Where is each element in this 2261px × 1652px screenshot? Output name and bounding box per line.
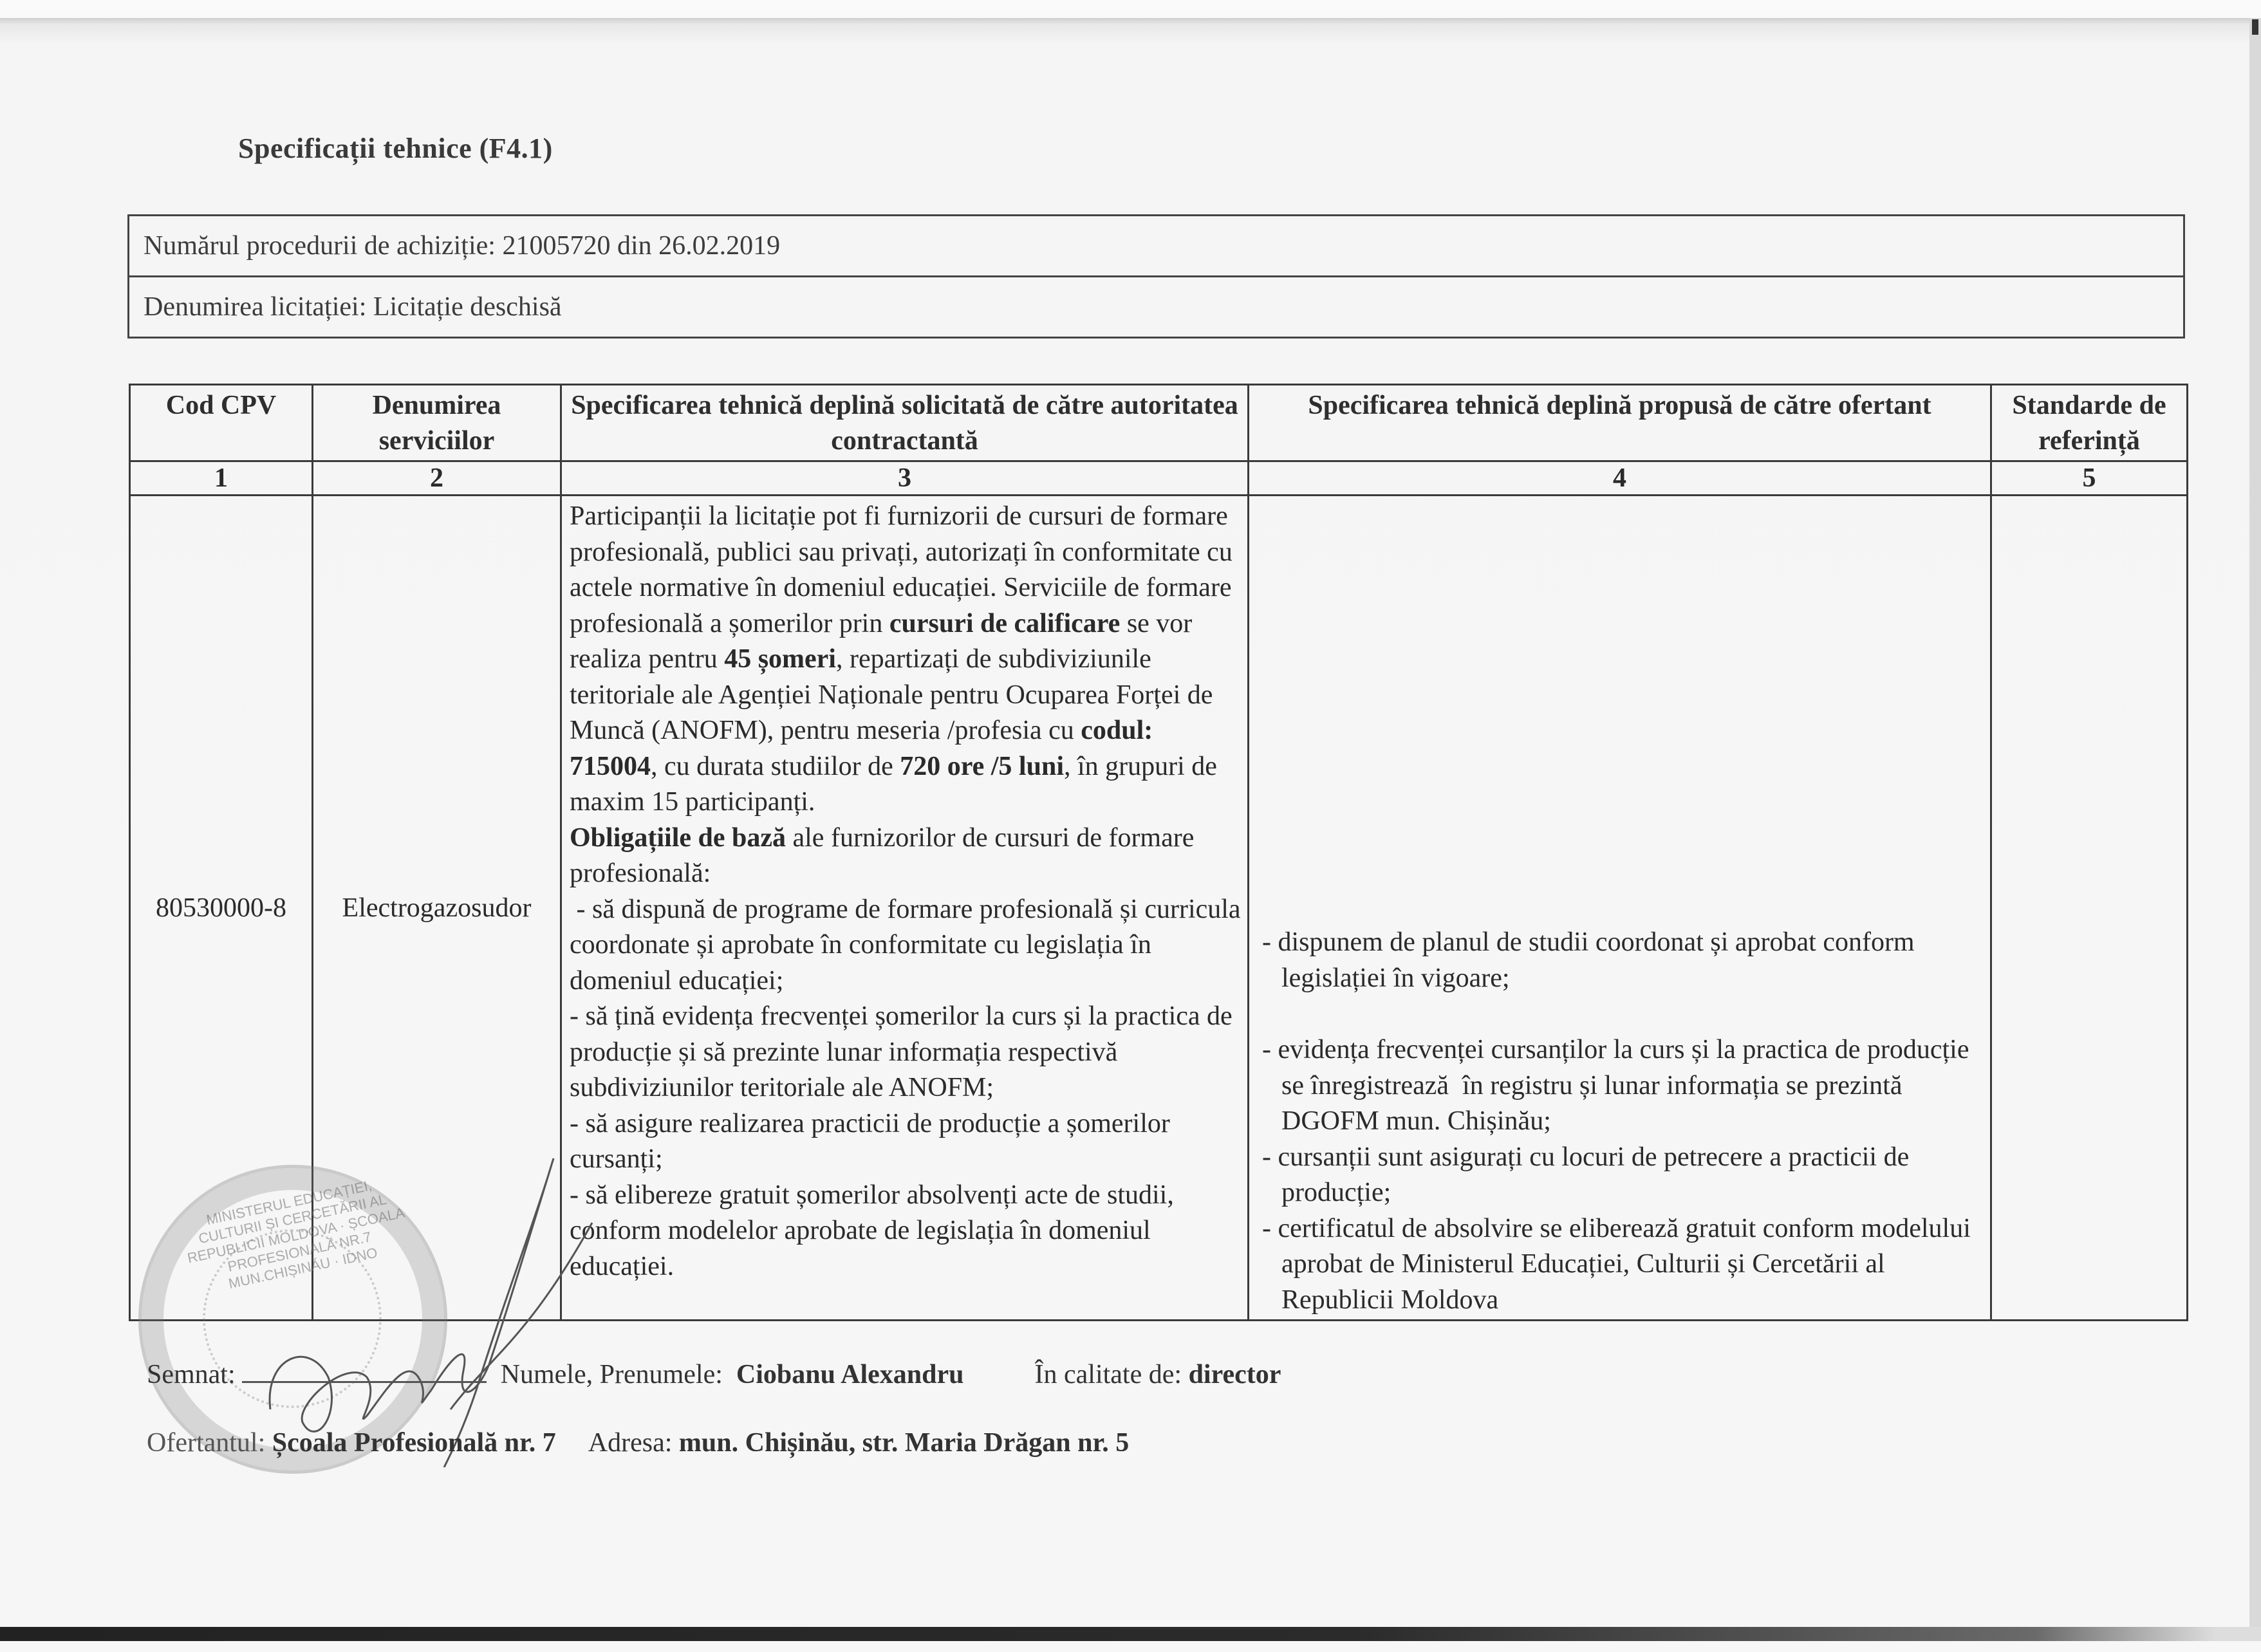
service-name-cell: Electrogazosudor <box>313 496 561 1321</box>
column-number: 2 <box>313 461 561 496</box>
table-row <box>130 496 2188 1321</box>
bidder-line <box>147 1427 1129 1458</box>
role-label: În calitate de: <box>1034 1360 1182 1389</box>
offered-spec-item: - cursanții sunt asigurați cu locuri de petrecere a practicii de producție; <box>1262 1142 1910 1207</box>
requested-spec-intro: Participanții la licitație pot fi furnizorii de cursuri de formare profesională, publici sau privați, autorizați în conformitate cu actele normative în domeniul educației. Serviciile de formare profesională a șomerilor prin cursuri de calificare se vor realiza pentru 45 șomeri, repartizați de subdiviziunile teritoriale ale Agenției Naționale pentru Ocuparea Forței de Muncă (ANOFM), pentru meseria /profesia cu codul: 715004, cu durata studiilor de 720 ore /5 luni, în grupuri de maxim 15 participanți. <box>570 501 1233 817</box>
role-value: director <box>1188 1360 1281 1389</box>
requested-spec-cell <box>561 496 1249 1321</box>
header-offered-spec: Specificarea tehnică deplină propusă de către ofertant <box>1249 385 1991 461</box>
column-number-row <box>130 461 2188 496</box>
bidder-label: Ofertantul: <box>147 1428 266 1458</box>
bidder-value: Școala Profesională nr. 7 <box>272 1428 556 1458</box>
address-value: mun. Chișinău, str. Maria Drăgan nr. 5 <box>678 1428 1130 1458</box>
obligation-item: - să dispună de programe de formare profesională și curricula coordonate și aprobate în conformitate cu legislația în domeniul educației; <box>570 894 1248 996</box>
header-reference-standards: Standarde de referință <box>1991 385 2188 461</box>
column-number: 3 <box>561 461 1249 496</box>
procedure-number: Numărul procedurii de achiziție: 21005720 din 26.02.2019 <box>129 216 2184 277</box>
obligation-item: - să asigure realizarea practicii de producție a șomerilor cursanți; <box>570 1108 1170 1174</box>
name-value: Ciobanu Alexandru <box>736 1360 964 1389</box>
address-label: Adresa: <box>588 1428 673 1458</box>
signed-label: Semnat: <box>147 1360 236 1389</box>
signature-line <box>147 1357 1281 1390</box>
obligation-item: - să elibereze gratuit șomerilor absolvenți acte de studii, conform modelelor aprobate de legislația în domeniul educației. <box>570 1180 1174 1281</box>
procurement-info-table <box>127 214 2185 339</box>
header-requested-spec: Specificarea tehnică deplină solicitată de către autoritatea contractantă <box>561 385 1249 461</box>
cpv-code-cell: 80530000-8 <box>130 496 313 1321</box>
scan-corner-mark <box>2252 19 2258 35</box>
column-number: 5 <box>1991 461 2188 496</box>
stamp-text: MINISTERUL EDUCAȚIEI, CULTURII ȘI CERCETĂRII AL REPUBLICII MOLDOVA · ȘCOALA PROFESIONALĂ NR.7 MUN.CHIȘINĂU · IDNO <box>185 1177 406 1292</box>
header-service-name: Denumirea serviciilor <box>313 385 561 461</box>
obligations-heading: Obligațiile de bază ale furnizorilor de cursuri de formare profesională: <box>570 822 1195 888</box>
offered-spec-item: - certificatul de absolvire se eliberează gratuit conform modelului aprobat de Ministerul Educației, Culturii și Cercetării al Republicii Moldova <box>1262 1213 1971 1315</box>
header-cpv-code: Cod CPV <box>130 385 313 461</box>
name-label: Numele, Prenumele: <box>500 1360 723 1389</box>
scan-bottom-margin <box>0 1641 2261 1652</box>
column-number: 1 <box>130 461 313 496</box>
scan-bottom-edge <box>0 1627 2261 1641</box>
tender-name: Denumirea licitației: Licitație deschisă <box>129 277 2184 338</box>
scan-top-margin <box>0 0 2261 18</box>
obligation-item: - să țină evidența frecvenței șomerilor la curs și la practica de producție și să prezinte lunar informația respectivă subdiviziunilor teritoriale ale ANOFM; <box>570 1001 1233 1102</box>
signature-field <box>242 1357 487 1383</box>
header-row <box>130 385 2188 461</box>
technical-spec-table <box>129 384 2188 1321</box>
reference-standards-cell <box>1991 496 2188 1321</box>
offered-spec-cell <box>1249 496 1991 1321</box>
column-number: 4 <box>1249 461 1991 496</box>
offered-spec-item: - dispunem de planul de studii coordonat și aprobat conform legislației în vigoare; <box>1262 927 1915 993</box>
offered-spec-item: - evidența frecvenței cursanților la curs și la practica de producție se înregistrează în registru și lunar informația se prezintă DGOFM mun. Chișinău; <box>1262 1035 1976 1136</box>
document-title: Specificații tehnice (F4.1) <box>238 133 553 164</box>
